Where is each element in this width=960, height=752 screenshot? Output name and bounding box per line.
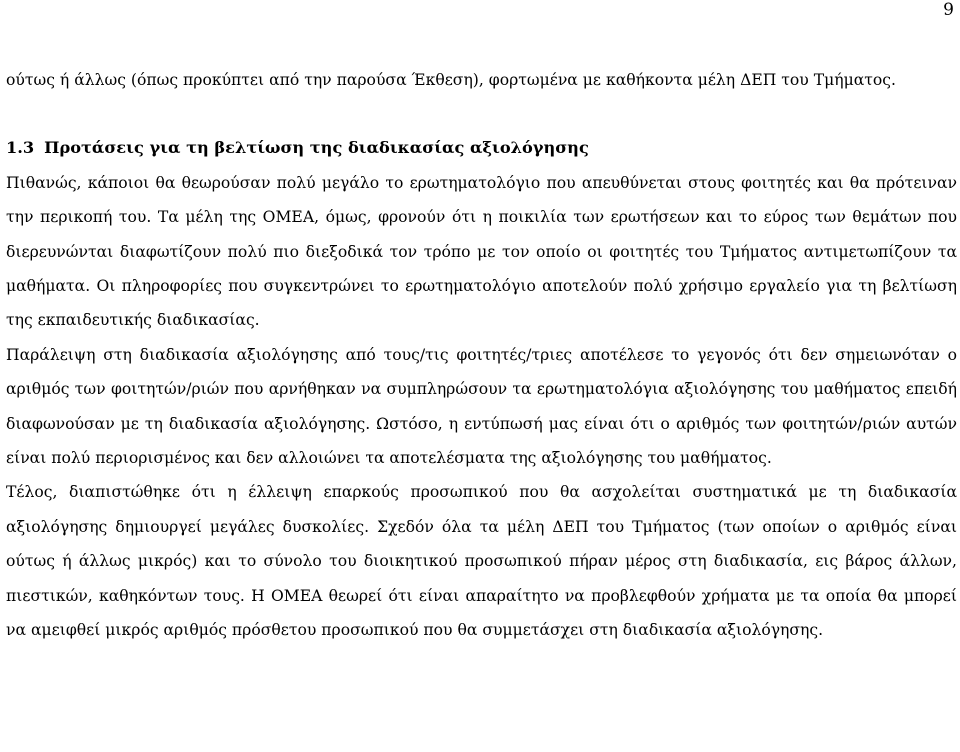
section-heading xyxy=(6,131,957,165)
page-number: 9 xyxy=(943,0,954,20)
paragraph-omission: Παράλειψη στη διαδικασία αξιολόγησης από τους/τις φοιτητές/τριες αποτέλεσε το γεγονός ότι δεν σημειωνόταν ο αριθμός των φοιτητών/ριών που αρνήθηκαν να συμπληρώσουν τα ερωτηματολόγια αξιολόγησης του μαθήματος επειδή διαφωνούσαν με τη διαδικασία αξιολόγησης. Ωστόσο, η εντύπωσή μας είναι ότι ο αριθμός των φοιτητών/ριών αυτών είναι πολύ περιορισμένος και δεν αλλοιώνει τα αποτελέσματα της αξιολόγησης του μαθήματος. xyxy=(6,345,957,468)
paragraph-questionnaire: Πιθανώς, κάποιοι θα θεωρούσαν πολύ μεγάλο το ερωτηματολόγιο που απευθύνεται στους φοιτητές και θα πρότειναν την περικοπή του. Τα μέλη της ΟΜΕΑ, όμως, φρονούν ότι η ποικιλία των ερωτήσεων και το εύρος των θεμάτων που διερευνώνται διαφωτίζουν πολύ πιο διεξοδικά τον τρόπο με τον οποίο οι φοιτητές του Τμήματος αντιμετωπίζουν τα μαθήματα. Οι πληροφορίες που συγκεντρώνει το ερωτηματολόγιο αποτελούν πολύ χρήσιμο εργαλείο για τη βελτίωση της εκπαιδευτικής διαδικασίας. xyxy=(6,173,957,330)
document-body xyxy=(6,63,957,648)
carryover-paragraph: ούτως ή άλλως (όπως προκύπτει από την παρούσα Έκθεση), φορτωμένα με καθήκοντα μέλη ΔΕΠ του Τμήματος. xyxy=(6,71,896,89)
paragraph-staffing: Τέλος, διαπιστώθηκε ότι η έλλειψη επαρκούς προσωπικού που θα ασχολείται συστηματικά με τη διαδικασία αξιολόγησης δημιουργεί μεγάλες δυσκολίες. Σχεδόν όλα τα μέλη ΔΕΠ του Τμήματος (των οποίων ο αριθμός είναι ούτως ή άλλως μικρός) και το σύνολο του διοικητικού προσωπικού πήραν μέρος στη διαδικασία, εις βάρος άλλων, πιεστικών, καθηκόντων τους. Η ΟΜΕΑ θεωρεί ότι είναι απαραίτητο να προβλεφθούν χρήματα με τα οποία θα μπορεί να αμειφθεί μικρός αριθμός πρόσθετου προσωπικού που θα συμμετάσχει στη διαδικασία αξιολόγησης. xyxy=(6,483,957,640)
section-title: Προτάσεις για τη βελτίωση της διαδικασίας αξιολόγησης xyxy=(44,138,589,158)
section-number: 1.3 xyxy=(6,138,35,158)
